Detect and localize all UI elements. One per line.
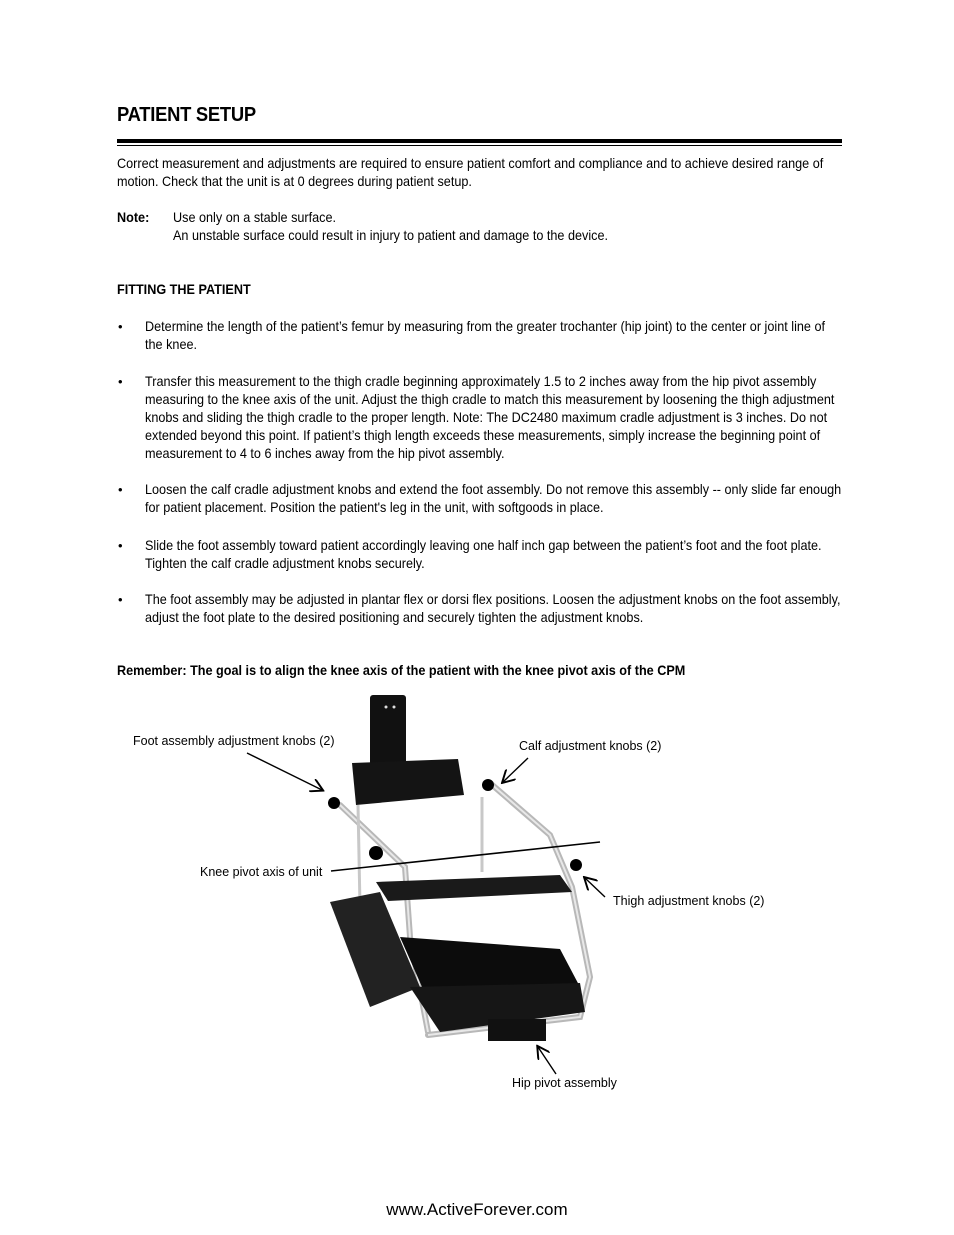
callout-foot-knobs: Foot assembly adjustment knobs (2)	[133, 734, 335, 748]
bullet-5-text: The foot assembly may be adjusted in plantar flex or dorsi flex positions. Loosen the adjustment knobs on the foot assembly, adjust the foot plate to the desired positioning and securely tighten the adjustment knobs.	[145, 592, 841, 625]
bullet-1-marker: •	[118, 319, 123, 334]
callout-hip-pivot: Hip pivot assembly	[512, 1076, 617, 1090]
bullet-4-text: Slide the foot assembly toward patient accordingly leaving one half inch gap between the patient’s foot and the foot plate. Tighten the calf cradle adjustment knobs securely.	[145, 538, 822, 571]
thigh-knobs-arrow	[585, 878, 605, 897]
note-label: Note:	[117, 210, 150, 225]
bullet-2-marker: •	[118, 374, 123, 389]
callout-calf-knobs: Calf adjustment knobs (2)	[519, 739, 662, 753]
callout-thigh-knobs: Thigh adjustment knobs (2)	[613, 894, 765, 908]
note-line-2: An unstable surface could result in injury to patient and damage to the device.	[173, 228, 609, 243]
bullet-2-text: Transfer this measurement to the thigh cradle beginning approximately 1.5 to 2 inches away from the hip pivot assembly measuring to the knee axis of the unit. Adjust the thigh cradle to match this measurement by loosening the thigh adjustment knobs and sliding the thigh cradle to the proper length. Note: The DC2480 maximum cradle adjustment is 3 inches. Do not extended beyond this point. If patient’s thigh length exceeds these measurements, simply increase the beginning point of measurement to 4 to 6 inches away from the hip pivot assembly.	[145, 374, 835, 461]
bullet-3-marker: •	[118, 482, 123, 497]
calf-knobs-arrow	[503, 758, 528, 782]
foot-knobs-arrow	[247, 753, 322, 790]
callout-knee-axis: Knee pivot axis of unit	[200, 865, 323, 879]
bullet-3-text: Loosen the calf cradle adjustment knobs and extend the foot assembly. Do not remove this assembly -- only slide far enough for patient placement. Position the patient's leg in the unit, with softgoods in place.	[145, 482, 842, 515]
bullet-5-marker: •	[118, 592, 123, 607]
bullet-4-marker: •	[118, 538, 123, 553]
intro-paragraph: Correct measurement and adjustments are required to ensure patient comfort and compliance and to achieve desired range of motion. Check that the unit is at 0 degrees during patient setup.	[117, 156, 824, 189]
bullet-1-text: Determine the length of the patient’s femur by measuring from the greater trochanter (hip joint) to the center or joint line of the knee.	[145, 319, 826, 352]
section-heading: FITTING THE PATIENT	[117, 282, 251, 297]
note-line-1: Use only on a stable surface.	[173, 210, 337, 225]
hip-pivot-arrow	[538, 1047, 556, 1074]
footer-website: www.ActiveForever.com	[386, 1200, 568, 1219]
knee-axis-line	[331, 842, 600, 871]
page-title: PATIENT SETUP	[117, 104, 256, 126]
remember-statement: Remember: The goal is to align the knee axis of the patient with the knee pivot axis of the CPM	[117, 663, 686, 678]
